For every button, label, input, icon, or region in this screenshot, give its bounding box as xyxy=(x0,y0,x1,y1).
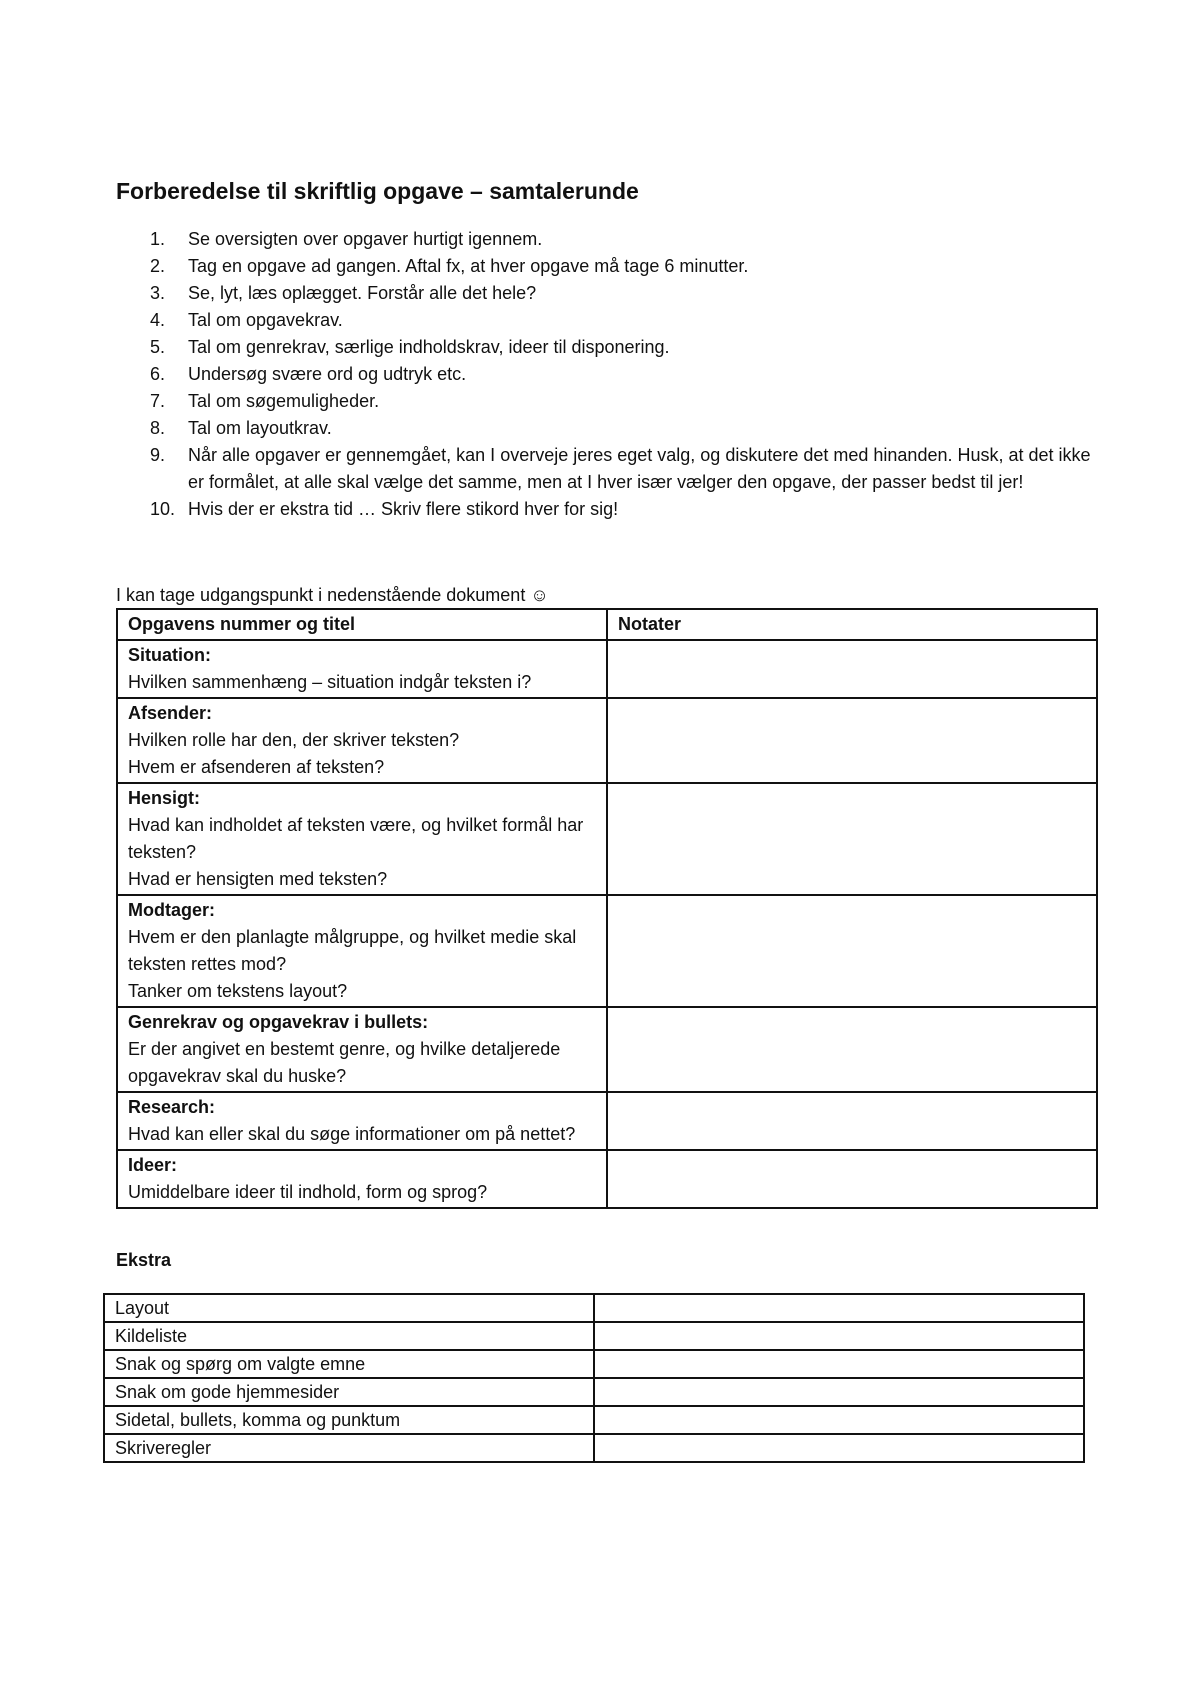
table-row xyxy=(117,783,1097,895)
extra-label: Sidetal, bullets, komma og punktum xyxy=(104,1406,594,1434)
row-question: Hvad er hensigten med teksten? xyxy=(128,869,388,889)
extra-label: Kildeliste xyxy=(104,1322,594,1350)
extra-label: Layout xyxy=(104,1294,594,1322)
row-title: Research: xyxy=(128,1097,216,1117)
row-title: Situation: xyxy=(128,645,211,665)
row-prompt xyxy=(117,1150,607,1208)
steps-list xyxy=(150,226,1110,523)
row-question: Hvilken rolle har den, der skriver teksten? xyxy=(128,730,460,750)
table-row xyxy=(117,640,1097,698)
row-prompt xyxy=(117,1092,607,1150)
notes-cell[interactable] xyxy=(607,895,1097,1007)
table-row xyxy=(104,1350,1084,1378)
list-item xyxy=(150,361,1110,388)
extra-notes-cell[interactable] xyxy=(594,1434,1084,1462)
row-prompt xyxy=(117,783,607,895)
row-title: Genrekrav og opgavekrav i bullets: xyxy=(128,1012,429,1032)
row-question: Er der angivet en bestemt genre, og hvilke detaljerede opgavekrav skal du huske? xyxy=(128,1039,561,1086)
step-text: Tal om genrekrav, særlige indholdskrav, ideer til disponering. xyxy=(188,337,670,357)
notes-cell[interactable] xyxy=(607,1007,1097,1092)
row-title: Ideer: xyxy=(128,1155,178,1175)
extra-notes-cell[interactable] xyxy=(594,1294,1084,1322)
row-question: Hvad kan indholdet af teksten være, og hvilket formål har teksten? xyxy=(128,815,584,862)
list-item xyxy=(150,253,1110,280)
step-text: Tal om opgavekrav. xyxy=(188,310,343,330)
row-title: Afsender: xyxy=(128,703,213,723)
step-number: 2. xyxy=(150,256,166,276)
row-prompt xyxy=(117,1007,607,1092)
step-text: Hvis der er ekstra tid … Skriv flere stikord hver for sig! xyxy=(188,499,619,519)
extra-label: Snak om gode hjemmesider xyxy=(104,1378,594,1406)
main-table xyxy=(116,608,1098,1209)
list-item xyxy=(150,388,1110,415)
table-row xyxy=(104,1294,1084,1322)
table-row xyxy=(117,1150,1097,1208)
extra-heading: Ekstra xyxy=(116,1250,172,1270)
step-number: 5. xyxy=(150,337,166,357)
notes-cell[interactable] xyxy=(607,783,1097,895)
row-question: Hvilken sammenhæng – situation indgår teksten i? xyxy=(128,672,532,692)
notes-cell[interactable] xyxy=(607,698,1097,783)
column-header-notes: Notater xyxy=(607,609,1097,640)
extra-notes-cell[interactable] xyxy=(594,1406,1084,1434)
table-row xyxy=(117,1092,1097,1150)
table-header-row xyxy=(117,609,1097,640)
step-number: 4. xyxy=(150,310,166,330)
step-number: 8. xyxy=(150,418,166,438)
step-number: 3. xyxy=(150,283,166,303)
notes-cell[interactable] xyxy=(607,640,1097,698)
row-question: Hvem er den planlagte målgruppe, og hvilket medie skal teksten rettes mod? xyxy=(128,927,577,974)
list-item xyxy=(150,496,1110,523)
row-question: Tanker om tekstens layout? xyxy=(128,981,348,1001)
step-text: Tal om søgemuligheder. xyxy=(188,391,380,411)
table-row xyxy=(117,698,1097,783)
step-text: Når alle opgaver er gennemgået, kan I overveje jeres eget valg, og diskutere det med hinanden. Husk, at det ikke er formålet, at alle skal vælge det samme, men at I hver især vælger den opgave, der passer bedst til jer! xyxy=(188,445,1091,492)
step-number: 6. xyxy=(150,364,166,384)
step-text: Undersøg svære ord og udtryk etc. xyxy=(188,364,467,384)
table-row xyxy=(104,1434,1084,1462)
table-row xyxy=(117,1007,1097,1092)
intro-text: I kan tage udgangspunkt i nedenstående dokument ☺ xyxy=(116,585,549,605)
step-number: 9. xyxy=(150,445,166,465)
row-question: Hvad kan eller skal du søge informationer om på nettet? xyxy=(128,1124,576,1144)
page-title: Forberedelse til skriftlig opgave – samtalerunde xyxy=(116,178,639,204)
extra-notes-cell[interactable] xyxy=(594,1350,1084,1378)
notes-cell[interactable] xyxy=(607,1150,1097,1208)
row-question: Hvem er afsenderen af teksten? xyxy=(128,757,385,777)
row-prompt xyxy=(117,895,607,1007)
extra-table xyxy=(103,1293,1085,1463)
row-question: Umiddelbare ideer til indhold, form og sprog? xyxy=(128,1182,488,1202)
column-header-title: Opgavens nummer og titel xyxy=(117,609,607,640)
table-row xyxy=(117,895,1097,1007)
row-title: Hensigt: xyxy=(128,788,200,808)
step-text: Tal om layoutkrav. xyxy=(188,418,332,438)
list-item xyxy=(150,307,1110,334)
list-item xyxy=(150,415,1110,442)
extra-label: Snak og spørg om valgte emne xyxy=(104,1350,594,1378)
step-number: 10. xyxy=(150,499,176,519)
list-item xyxy=(150,280,1110,307)
list-item xyxy=(150,442,1110,496)
list-item xyxy=(150,334,1110,361)
notes-cell[interactable] xyxy=(607,1092,1097,1150)
list-item xyxy=(150,226,1110,253)
step-text: Se oversigten over opgaver hurtigt igennem. xyxy=(188,229,543,249)
step-number: 7. xyxy=(150,391,166,411)
row-prompt xyxy=(117,640,607,698)
step-text: Se, lyt, læs oplægget. Forstår alle det hele? xyxy=(188,283,537,303)
extra-label: Skriveregler xyxy=(104,1434,594,1462)
row-title: Modtager: xyxy=(128,900,215,920)
extra-notes-cell[interactable] xyxy=(594,1322,1084,1350)
row-prompt xyxy=(117,698,607,783)
step-number: 1. xyxy=(150,229,166,249)
table-row xyxy=(104,1322,1084,1350)
table-row xyxy=(104,1378,1084,1406)
extra-notes-cell[interactable] xyxy=(594,1378,1084,1406)
step-text: Tag en opgave ad gangen. Aftal fx, at hver opgave må tage 6 minutter. xyxy=(188,256,749,276)
table-row xyxy=(104,1406,1084,1434)
